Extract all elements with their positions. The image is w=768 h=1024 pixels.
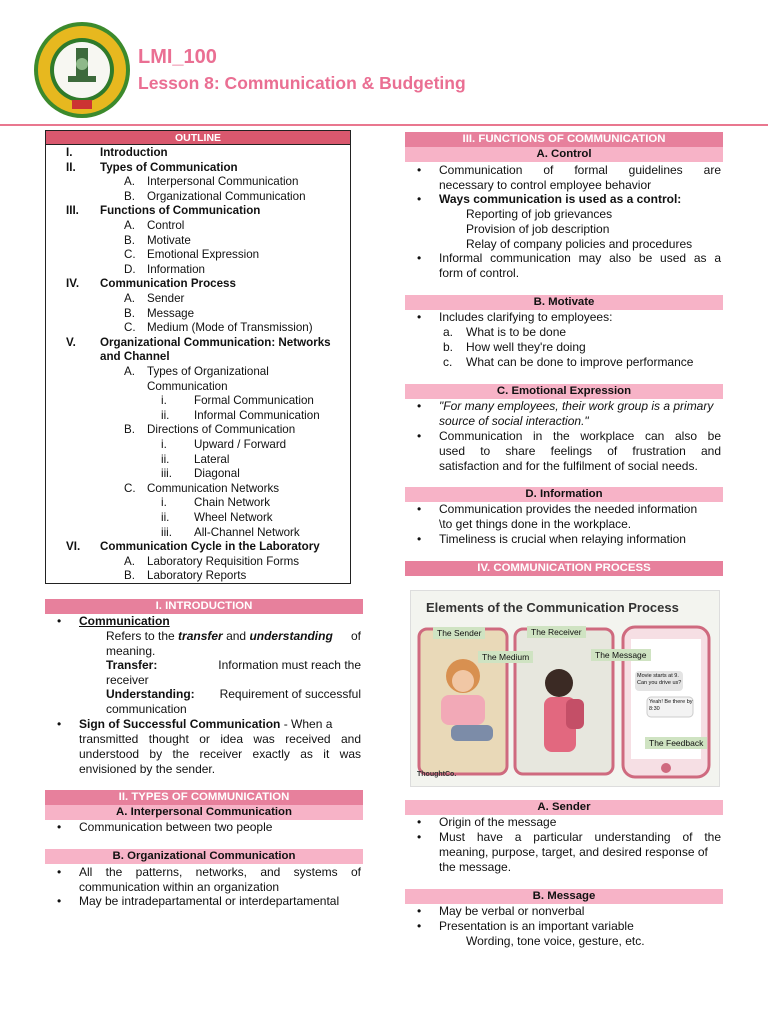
outline-row-number: A. (124, 554, 135, 568)
outline-row-number: A. (124, 219, 135, 232)
intro-transfer: Transfer: Information must reach the (106, 658, 361, 672)
outline-row-number: B. (124, 189, 135, 203)
outline-row-text: Communication Cycle in the Laboratory (100, 540, 320, 554)
outline-row-text: Lateral (194, 452, 230, 466)
outline-row-number: C. (124, 321, 136, 335)
communication-process-illustration (410, 590, 720, 787)
outline-row-text: Communication Process (100, 277, 236, 291)
process-section-bar: IV. COMMUNICATION PROCESS (405, 561, 723, 576)
outline-row-text: Laboratory Reports (147, 569, 247, 583)
outline-row-number: D. (124, 262, 136, 276)
outline-row-text: Sender (147, 292, 185, 305)
organizational-item-1: All the patterns, networks, and systems of communication within an organization (79, 865, 361, 894)
message-sub-item: Wording, tone voice, gesture, etc. (466, 934, 645, 948)
outline-row-text: Information (147, 262, 205, 276)
outline-row-text: Functions of Communication (100, 204, 261, 218)
outline-row-text: Communication Networks (147, 481, 280, 495)
outline-row-number: C. (124, 481, 136, 495)
label-message: The Message (591, 649, 651, 661)
control-item-2: Ways communication is used as a control: (439, 192, 682, 206)
outline-row-text: Directions of Communication (147, 423, 296, 437)
outline-row-text: Types of Organizational (147, 365, 269, 378)
outline-row-number: B. (124, 306, 135, 320)
chat-bubble-1: Movie starts at 9. Can you drive us? (637, 673, 682, 686)
outline-row-number: iii. (161, 525, 172, 539)
message-item-2: Presentation is an important variable (439, 919, 634, 933)
control-sub-list: Reporting of job grievances Provision of job description Relay of company policies and procedures (466, 207, 693, 251)
functions-section-bar: III. FUNCTIONS OF COMMUNICATION (405, 132, 723, 147)
intro-communication-term: Communication (79, 614, 170, 628)
emotion-quote: "For many employees, their work group is a primary source of social interaction." (439, 399, 714, 428)
college-logo (32, 20, 132, 120)
outline-row-text: Communication (147, 379, 228, 393)
control-item-3: Informal communication may also be used as a form of control. (439, 251, 721, 280)
intro-section-bar: I. INTRODUCTION (45, 599, 363, 614)
outline-row-number: B. (124, 423, 135, 437)
outline-row-number: V. (66, 335, 76, 349)
outline-row-number: ii. (161, 511, 170, 524)
lesson-title: Lesson 8: Communication & Budgeting (138, 73, 466, 93)
outline-row-number: A. (124, 175, 135, 189)
outline-row-number: A. (124, 365, 135, 378)
sender-item-2: Must have a particular understanding of the meaning, purpose, target, and desired response of the message. (439, 830, 721, 874)
outline-row-number: III. (66, 204, 79, 218)
outline-row-text: Organizational Communication (147, 189, 306, 203)
interpersonal-bar: A. Interpersonal Communication (45, 805, 363, 820)
header-divider (0, 124, 768, 126)
motivate-sub-list: a. What is to be done b. How well they're doing c. What can be done to improve performance (443, 325, 694, 369)
outline-row-text: Chain Network (194, 496, 271, 510)
outline-row-text: Organizational Communication: Networks (100, 335, 331, 349)
info-item-1: Communication provides the needed information \to get things done in the workplace. (439, 502, 698, 531)
outline-row-text: Message (147, 306, 195, 320)
interpersonal-item: Communication between two people (79, 820, 273, 834)
outline-row-text: Types of Communication (100, 160, 238, 174)
outline-row-text: Introduction (100, 146, 168, 159)
outline-row-number: i. (161, 438, 167, 451)
message-bar: B. Message (405, 889, 723, 904)
emotion-item-2: Communication in the workplace can also be used to share feelings of frustration and satisfaction and for the fulfilment of social needs. (439, 429, 721, 473)
outline-row-number: II. (66, 160, 76, 174)
emotional-expression-bar: C. Emotional Expression (405, 384, 723, 399)
outline-row-number: B. (124, 569, 135, 583)
outline-row-text: Laboratory Requisition Forms (147, 554, 300, 568)
course-code: LMI_100 (138, 46, 217, 68)
outline-row-text: Informal Communication (194, 408, 320, 422)
organizational-item-2: May be intradepartamental or interdepartamental (79, 894, 340, 908)
intro-refers-text: Refers to the transfer and understanding of (106, 629, 361, 643)
intro-transfer-2: receiver (106, 673, 149, 687)
label-feedback: The Feedback (645, 737, 707, 749)
outline-row-number: IV. (66, 277, 80, 291)
information-bar: D. Information (405, 487, 723, 502)
illustration-title: Elements of the Communication Process (426, 600, 679, 615)
info-item-2: Timeliness is crucial when relaying information (439, 532, 686, 546)
outline-row-text: Interpersonal Communication (147, 175, 299, 189)
control-bar: A. Control (405, 147, 723, 162)
outline-row-text: Formal Communication (194, 394, 314, 408)
outline-row-text: Emotional Expression (147, 248, 260, 262)
types-section-bar: II. TYPES OF COMMUNICATION (45, 790, 363, 805)
outline-row-number: VI. (66, 540, 81, 554)
outline-row-text: All-Channel Network (194, 525, 300, 539)
sender-item-1: Origin of the message (439, 815, 557, 829)
outline-row-number: ii. (161, 408, 170, 422)
intro-understanding: Understanding: Requirement of successful (106, 687, 361, 701)
intro-understanding-2: communication (106, 702, 187, 716)
outline-row-number: iii. (161, 467, 172, 481)
outline-row-number: A. (124, 292, 135, 305)
outline-row-text: Medium (Mode of Transmission) (147, 321, 313, 335)
outline-row-text: and Channel (100, 350, 170, 364)
label-receiver: The Receiver (527, 626, 586, 638)
outline-row-number: i. (161, 394, 167, 408)
motivate-item: Includes clarifying to employees: (439, 310, 613, 324)
message-item-1: May be verbal or nonverbal (439, 904, 585, 918)
outline-row-text: Diagonal (194, 467, 240, 481)
outline-row-number: ii. (161, 452, 170, 466)
label-medium: The Medium (478, 651, 533, 663)
brand-label: ThoughtCo. (417, 771, 457, 778)
organizational-bar: B. Organizational Communication (45, 849, 363, 864)
sender-bar: A. Sender (405, 800, 723, 815)
outline-row-text: Motivate (147, 233, 191, 247)
label-sender: The Sender (433, 627, 485, 639)
outline-row-text: Control (147, 219, 185, 232)
control-item-1: Communication of formal guidelines are necessary to control employee behavior (439, 163, 721, 192)
outline-row-number: i. (161, 496, 167, 510)
outline-row-number: C. (124, 248, 136, 262)
outline-title: OUTLINE (45, 130, 351, 145)
outline-row-text: Wheel Network (194, 511, 273, 524)
motivate-bar: B. Motivate (405, 295, 723, 310)
intro-refers-text-2: meaning. (106, 644, 156, 658)
chat-bubble-2: Yeah! Be there by 8:30 (649, 699, 693, 712)
outline-row-text: Upward / Forward (194, 438, 287, 451)
intro-sign-lines: transmitted thought or idea was received and understood by the receiver exactly as it was envisioned by the sender. (79, 732, 361, 776)
intro-sign: Sign of Successful Communication - When a (79, 717, 333, 731)
outline-row-number: I. (66, 146, 73, 159)
outline-row-number: B. (124, 233, 135, 247)
